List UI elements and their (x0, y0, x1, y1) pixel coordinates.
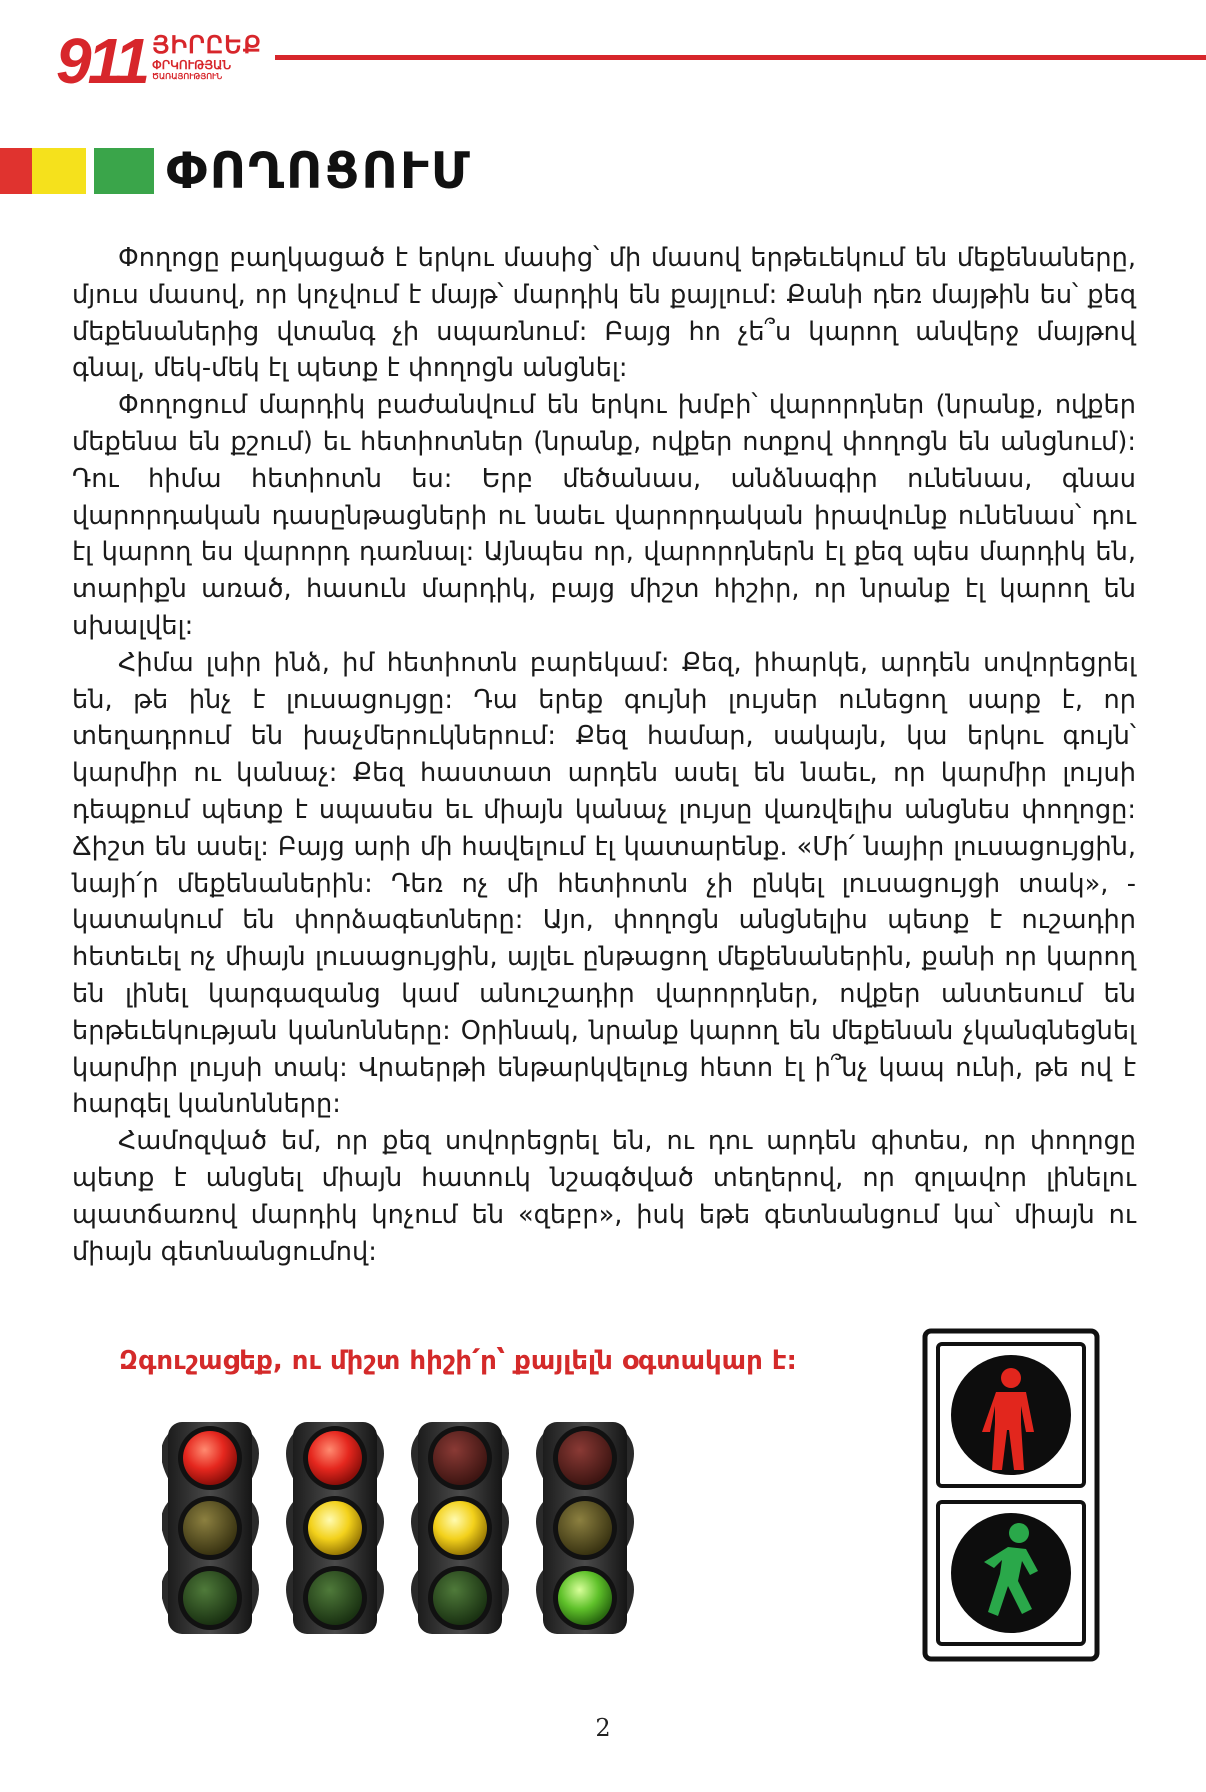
page-number: 2 (595, 1714, 611, 1742)
red-lamp-off (558, 1431, 612, 1485)
logo-911 (56, 25, 263, 97)
logo-line-2: ՓՐԿՈՒԹՅԱՆ (152, 58, 232, 72)
logo-wordmark (152, 34, 262, 82)
red-swatch (0, 148, 32, 194)
traffic-light-1 (162, 1422, 259, 1634)
logo-number: 911 (56, 25, 147, 97)
paragraph-3: Հիմա լսիր ինձ, իմ հետիոտն բարեկամ: Քեզ, իհարկե, արդեն սովորեցրել են, թե ինչ է լուսացույցը: Դա երեք գույնի լույսեր ունեցող սարք է, որ տեղադրում են խաչմերուկներում: Քեզ համար, սակայն, կա երկու գույն՝ կարմիր ու կանաչ: Քեզ հաստատ արդեն ասել են նաեւ, որ կարմիր լույսի դեպքում պետք է սպասես եւ միայն կանաչ լույսը վառվելիս անցնես փողոցը: Ճիշտ են ասել: Բայց արի մի հավելում էլ կատարենք. «Մի՛ նայիր լուսացույցին, նայի՛ր մեքենաներին: Դեռ ոչ մի հետիոտն չի ընկել լուսացույցի տակ», - կատակում են փորձագետները: Այո, փողոցն անցնելիս պետք է ուշադիր հետեւել ոչ միայն լուսացույցին, այլեւ ընթացող մեքենաներին, քանի որ կարող են լինել կարգազանց կամ անուշադիր վարորդներ, ովքեր անտեսում են երթեւեկության կանոնները: Օրինակ, նրանք կարող են մեքենան չկանգնեցնել կարմիր լույսի տակ: Վրաերթի ենթարկվելուց հետո էլ ի՞նչ կապ ունի, թե ով է հարգել կանոնները: (72, 647, 1136, 1120)
traffic-light-2 (286, 1422, 384, 1634)
motto-text: Զգուշացեք, ու միշտ հիշի՛ր՝ քայլելն օգտակար է: (119, 1346, 797, 1376)
yellow-lamp-on (433, 1501, 487, 1555)
swatch-gap (86, 148, 94, 194)
paragraph-2: Փողոցում մարդիկ բաժանվում են երկու խմբի՝ վարորդներ (նրանք, ովքեր մեքենա են քշում) եւ հետիոտներ (նրանք, ովքեր ոտքով փողոցն են անցնում): Դու հիմա հետիոտն ես: Երբ մեծանաս, անձնագիր ունենաս, գնաս վարորդական դասընթացների ու նաեւ վարորդական իրավունք ունենաս՝ դու էլ կարող ես վարորդ դառնալ: Այնպես որ, վարորդներն էլ քեզ պես մարդիկ են, տարիքն առած, հասուն մարդիկ, բայց միշտ հիշիր, որ նրանք էլ կարող են սխալվել: (72, 390, 1136, 641)
paragraph-4: Համոզված եմ, որ քեզ սովորեցրել են, ու դու արդեն գիտես, որ փողոցը պետք է անցնել միայն հատուկ նշագծված տեղերով, որ զոլավոր լինելու պատճառով մարդիկ կոչում են «զեբր», իսկ եթե գետնանցում կա՝ միայն ու միայն գետնանցումով: (72, 1126, 1136, 1267)
logo-line-3: ԾԱՌԱՅՈՒԹՅՈՒՆ (152, 72, 223, 81)
green-lamp-off (183, 1571, 237, 1625)
traffic-lights-illustration (162, 1420, 704, 1636)
page-title: ՓՈՂՈՑՈՒՄ (166, 142, 472, 200)
header-divider (275, 55, 1206, 60)
pedestrian-signal-illustration (922, 1328, 1100, 1662)
red-lamp-on (308, 1431, 362, 1485)
logo-line-1: ՅԻՐԸԵՔ (152, 32, 263, 59)
red-lamp-on (183, 1431, 237, 1485)
green-lamp-off (308, 1571, 362, 1625)
page-header (0, 0, 1206, 100)
green-lamp-off (433, 1571, 487, 1625)
green-lamp-on (558, 1571, 612, 1625)
red-lamp-off (433, 1431, 487, 1485)
title-color-swatches (0, 148, 154, 194)
yellow-lamp-on (308, 1501, 362, 1555)
traffic-light-3 (411, 1422, 509, 1634)
yellow-swatch (32, 148, 86, 194)
article-body (72, 240, 1136, 1270)
yellow-lamp-off (183, 1501, 237, 1555)
green-swatch (94, 148, 154, 194)
paragraph-1: Փողոցը բաղկացած է երկու մասից՝ մի մասով երթեւեկում են մեքենաները, մյուս մասով, որ կոչվում է մայթ՝ մարդիկ են քայլում: Քանի դեռ մայթին ես՝ քեզ մեքենաներից վտանգ չի սպառնում: Բայց հո չե՞ս կարող անվերջ մայթով գնալ, մեկ-մեկ էլ պետք է փողոցն անցնել: (72, 243, 1136, 384)
traffic-light-4 (536, 1422, 634, 1634)
yellow-lamp-off (558, 1501, 612, 1555)
